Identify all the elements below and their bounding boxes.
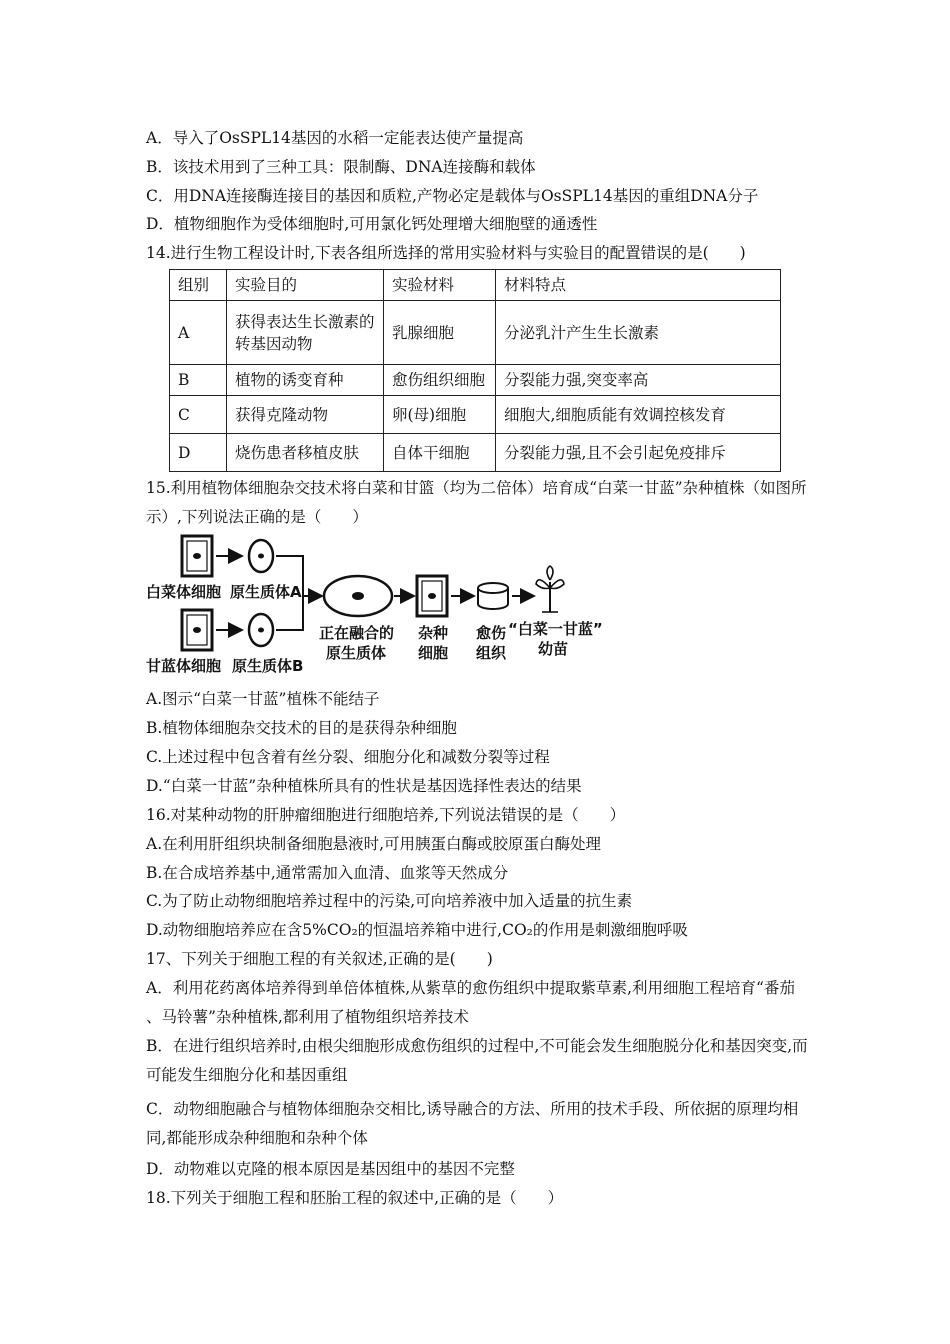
label-ganlan-cell: 甘蓝体细胞 (146, 657, 222, 675)
table-cell: 分泌乳汁产生生长激素 (496, 301, 781, 365)
baicai-cell-icon (182, 536, 212, 576)
table-cell: 分裂能力强,突变率高 (496, 365, 781, 396)
label-callus-2: 组织 (476, 644, 507, 662)
q16-option-b: B.在合成培养基中,通常需加入血清、血浆等天然成分 (146, 864, 509, 882)
q15-stem: 15.利用植物体细胞杂交技术将白菜和甘篮（均为二倍体）培育成“白菜一甘蓝”杂种植株（如图所示）,下列说法正确的是（ ） (146, 479, 807, 526)
table-row (170, 365, 781, 396)
label-protoplast-b: 原生质体B (232, 657, 304, 675)
table-header-row (170, 270, 781, 301)
table-cell: 获得克隆动物 (227, 396, 384, 434)
table-cell: 卵(母)细胞 (384, 396, 496, 434)
q15-option-b: B.植物体细胞杂交技术的目的是获得杂种细胞 (146, 719, 457, 737)
q14-table (169, 269, 781, 472)
seedling-icon (536, 566, 564, 612)
q18-stem: 18.下列关于细胞工程和胚胎工程的叙述中,正确的是（ ） (146, 1189, 564, 1207)
q16-option-c: C.为了防止动物细胞培养过程中的污染,可向培养液中加入适量的抗生素 (146, 892, 633, 910)
table-cell: 自体干细胞 (384, 434, 496, 472)
protoplast-a-icon (249, 540, 273, 572)
q17-option-c: C．动物细胞融合与植物体细胞杂交相比,诱导融合的方法、所用的技术手段、所依据的原理均相同,都能形成杂种细胞和杂种个体 (146, 1100, 799, 1147)
q17-option-a: A．利用花药离体培养得到单倍体植株,从紫草的愈伤组织中提取紫草素,利用细胞工程培育“番茄 、马铃薯”杂种植株,都利用了植物组织培养技术 (146, 979, 795, 1026)
q16-option-a: A.在利用肝组织块制备细胞悬液时,可用胰蛋白酶或胶原蛋白酶处理 (146, 835, 602, 853)
ganlan-cell-icon (182, 610, 212, 650)
protoplast-b-icon (249, 614, 273, 646)
label-seedling-1: “白菜一甘蓝” (508, 620, 603, 638)
label-seedling-2: 幼苗 (538, 640, 569, 658)
label-fusing-1: 正在融合的 (319, 624, 395, 642)
table-row (170, 434, 781, 472)
q15-option-a: A.图示“白菜一甘蓝”植株不能结子 (146, 690, 380, 708)
table-cell: 分裂能力强,且不会引起免疫排斥 (496, 434, 781, 472)
q13-option-c: C．用DNA连接酶连接目的基因和质粒,产物必定是载体与OsSPL14基因的重组DNA分子 (146, 187, 759, 205)
table-cell: B (170, 365, 227, 396)
hybrid-cell-icon (417, 576, 447, 616)
table-header-cell: 材料特点 (496, 270, 781, 301)
q15-option-d: D.“白菜一甘蓝”杂种植株所具有的性状是基因选择性表达的结果 (146, 777, 582, 795)
hybridization-diagram (146, 530, 616, 680)
table-row (170, 396, 781, 434)
fusing-protoplast-icon (324, 576, 392, 616)
label-hybrid-1: 杂种 (418, 624, 449, 642)
q13-option-b: B．该技术用到了三种工具：限制酶、DNA连接酶和载体 (146, 158, 536, 176)
table-header-cell: 组别 (170, 270, 227, 301)
q13-option-a: A．导入了OsSPL14基因的水稻一定能表达使产量提高 (146, 129, 524, 147)
q16-stem: 16.对某种动物的肝肿瘤细胞进行细胞培养,下列说法错误的是（ ） (146, 806, 626, 824)
label-protoplast-a: 原生质体A (230, 583, 302, 601)
q17-option-b: B．在进行组织培养时,由根尖细胞形成愈伤组织的过程中,不可能会发生细胞脱分化和基因突变,而可能发生细胞分化和基因重组 (146, 1037, 808, 1084)
label-baicai-cell: 白菜体细胞 (146, 583, 222, 601)
table-cell: D (170, 434, 227, 472)
table-cell: C (170, 396, 227, 434)
table-cell: 植物的诱变育种 (227, 365, 384, 396)
q16-option-d: D.动物细胞培养应在含5%CO₂的恒温培养箱中进行,CO₂的作用是刺激细胞呼吸 (146, 921, 688, 939)
label-callus-1: 愈伤 (476, 624, 507, 642)
q17-option-d: D．动物难以克隆的根本原因是基因组中的基因不完整 (146, 1160, 515, 1178)
label-fusing-2: 原生质体 (326, 644, 387, 662)
table-header-cell: 实验材料 (384, 270, 496, 301)
table-cell: 获得表达生长激素的转基因动物 (227, 301, 384, 365)
table-cell: A (170, 301, 227, 365)
label-hybrid-2: 细胞 (418, 644, 449, 662)
table-header-cell: 实验目的 (227, 270, 384, 301)
table-cell: 烧伤患者移植皮肤 (227, 434, 384, 472)
q13-option-d: D．植物细胞作为受体细胞时,可用氯化钙处理增大细胞壁的通透性 (146, 215, 598, 233)
table-row (170, 301, 781, 365)
q17-stem: 17、下列关于细胞工程的有关叙述,正确的是( ) (146, 950, 493, 968)
table-cell: 细胞大,细胞质能有效调控核发育 (496, 396, 781, 434)
table-cell: 乳腺细胞 (384, 301, 496, 365)
q15-option-c: C.上述过程中包含着有丝分裂、细胞分化和减数分裂等过程 (146, 748, 550, 766)
q14-stem: 14.进行生物工程设计时,下表各组所选择的常用实验材料与实验目的配置错误的是( ) (146, 244, 746, 262)
callus-icon (478, 583, 508, 609)
table-cell: 愈伤组织细胞 (384, 365, 496, 396)
